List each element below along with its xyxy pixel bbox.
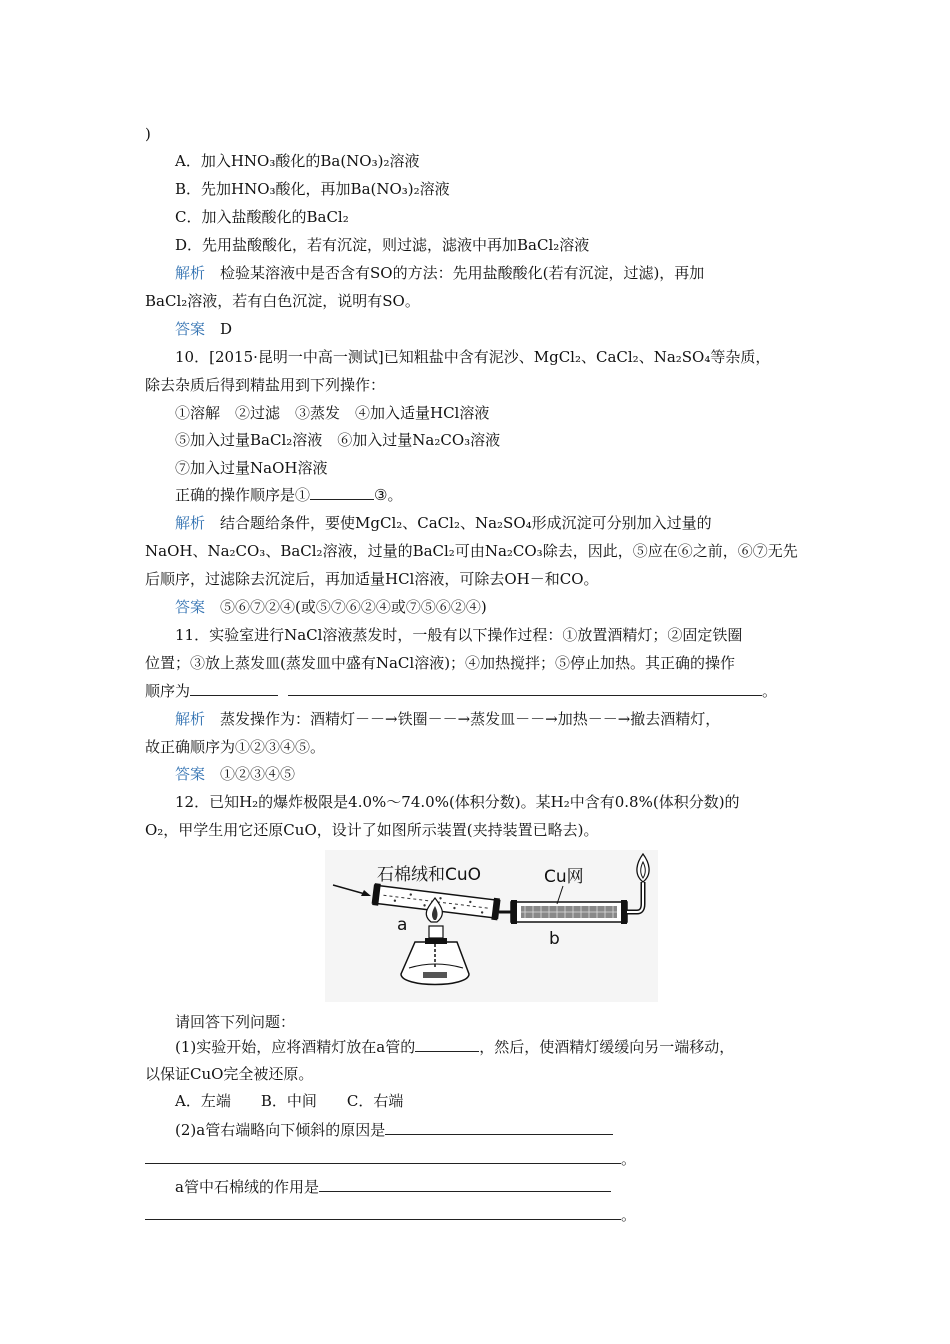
answer-blank[interactable] (310, 485, 374, 500)
answer-line (175, 319, 232, 339)
answer-blank[interactable] (288, 681, 762, 696)
label-a: a (397, 915, 408, 935)
text-line: 除去杂质后得到精盐用到下列操作： (145, 376, 386, 394)
answer-blank[interactable] (415, 1037, 479, 1052)
answer-tag: 答案 (175, 598, 206, 616)
option-c: C．加入盐酸酸化的BaCl₂ (175, 208, 349, 226)
answer-tag: 答案 (175, 765, 206, 783)
label-b: b (549, 929, 560, 949)
answer-text: ⑤⑥⑦②④(或⑤⑦⑥②④或⑦⑤⑥②④) (205, 598, 487, 616)
text-line: O₂，甲学生用它还原CuO，设计了如图所示装置(夹持装置已略去)。 (145, 821, 599, 839)
text-segment: (2)a管右端略向下倾斜的原因是 (175, 1121, 386, 1139)
text-line: 以保证CuO完全被还原。 (145, 1065, 314, 1083)
text-segment: 顺序为 (145, 682, 191, 700)
answer-text: ①②③④⑤ (205, 765, 296, 783)
question-10: 10．[2015·昆明一中高一测试]已知粗盐中含有泥沙、MgCl₂、CaCl₂、Na₂SO₄等杂质， (175, 348, 771, 366)
text-line (175, 1177, 611, 1197)
text-line (145, 1205, 636, 1225)
apparatus-figure (325, 850, 658, 1002)
analysis-text: 蒸发操作为：酒精灯－－→铁圈－－→蒸发皿－－→加热－－→撤去酒精灯， (205, 710, 721, 728)
text-line (145, 1149, 636, 1169)
label-cu-mesh: Cu网 (544, 867, 584, 887)
text-segment: ，然后，使酒精灯缓缓向另一端移动， (479, 1038, 735, 1056)
text-line: NaOH、Na₂CO₃、BaCl₂溶液，过量的BaCl₂可由Na₂CO₃除去，因此，⑤应在⑥之前，⑥⑦无先 (145, 542, 798, 560)
tube-b (511, 900, 627, 924)
analysis-tag: 解析 (175, 710, 206, 728)
answer-blank[interactable] (385, 1120, 613, 1135)
text-line: ①溶解 ②过滤 ③蒸发 ④加入适量HCl溶液 (175, 404, 490, 422)
question-12-1 (175, 1037, 734, 1057)
text-line: ⑦加入过量NaOH溶液 (175, 459, 328, 477)
options-line: A．左端 B．中间 C．右端 (175, 1092, 404, 1110)
text-line: 故正确顺序为①②③④⑤。 (145, 738, 326, 756)
question-12: 12．已知H₂的爆炸极限是4.0%～74.0%(体积分数)。某H₂中含有0.8%(体积分数)的 (175, 793, 740, 811)
text-segment: 。 (621, 1150, 637, 1168)
analysis-tag: 解析 (175, 264, 206, 282)
text-line: 后顺序，过滤除去沉淀后，再加适量HCl溶液，可除去OH－和CO。 (145, 570, 599, 588)
text-line: 位置；③放上蒸发皿(蒸发皿中盛有NaCl溶液)；④加热搅拌；⑤停止加热。其正确的操作 (145, 654, 736, 672)
option-a: A．加入HNO₃酸化的Ba(NO₃)₂溶液 (175, 152, 420, 170)
analysis-text: 检验某溶液中是否含有SO的方法：先用盐酸酸化(若有沉淀，过滤)，再加 (205, 264, 705, 282)
answer-line (175, 764, 295, 784)
text-segment: a管中石棉绒的作用是 (175, 1178, 319, 1196)
text-segment: (1)实验开始，应将酒精灯放在a管的 (175, 1038, 416, 1056)
text-line: BaCl₂溶液，若有白色沉淀，说明有SO。 (145, 292, 420, 310)
text-line: ⑤加入过量BaCl₂溶液 ⑥加入过量Na₂CO₃溶液 (175, 431, 501, 449)
answer-blank[interactable] (319, 1177, 611, 1192)
label-cuo: 石棉绒和CuO (377, 865, 482, 885)
text-segment: 正确的操作顺序是① (175, 486, 311, 504)
question-12-2 (175, 1120, 613, 1140)
option-d: D．先用盐酸酸化，若有沉淀，则过滤，滤液中再加BaCl₂溶液 (175, 236, 590, 254)
text-segment: 。 (621, 1206, 637, 1224)
option-b: B．先加HNO₃酸化，再加Ba(NO₃)₂溶液 (175, 180, 450, 198)
answer-blank[interactable] (190, 681, 278, 696)
text-line: 请回答下列问题： (175, 1013, 296, 1031)
text-line: ) (145, 125, 151, 143)
analysis-line (175, 263, 704, 283)
answer-blank[interactable] (145, 1149, 621, 1164)
apparatus-diagram (325, 850, 658, 1002)
answer-blank[interactable] (145, 1205, 621, 1220)
text-segment: 。 (762, 682, 778, 700)
text-line (175, 485, 402, 505)
question-11: 11．实验室进行NaCl溶液蒸发时，一般有以下操作过程：①放置酒精灯；②固定铁圈 (175, 626, 743, 644)
answer-tag: 答案 (175, 320, 206, 338)
text-segment: ③。 (374, 486, 403, 504)
analysis-line (175, 513, 712, 533)
answer-text: D (205, 320, 233, 338)
analysis-text: 结合题给条件，要使MgCl₂、CaCl₂、Na₂SO₄形成沉淀可分别加入过量的 (205, 514, 712, 532)
analysis-line (175, 709, 720, 729)
answer-line (175, 597, 487, 617)
text-line (145, 681, 777, 701)
analysis-tag: 解析 (175, 514, 206, 532)
